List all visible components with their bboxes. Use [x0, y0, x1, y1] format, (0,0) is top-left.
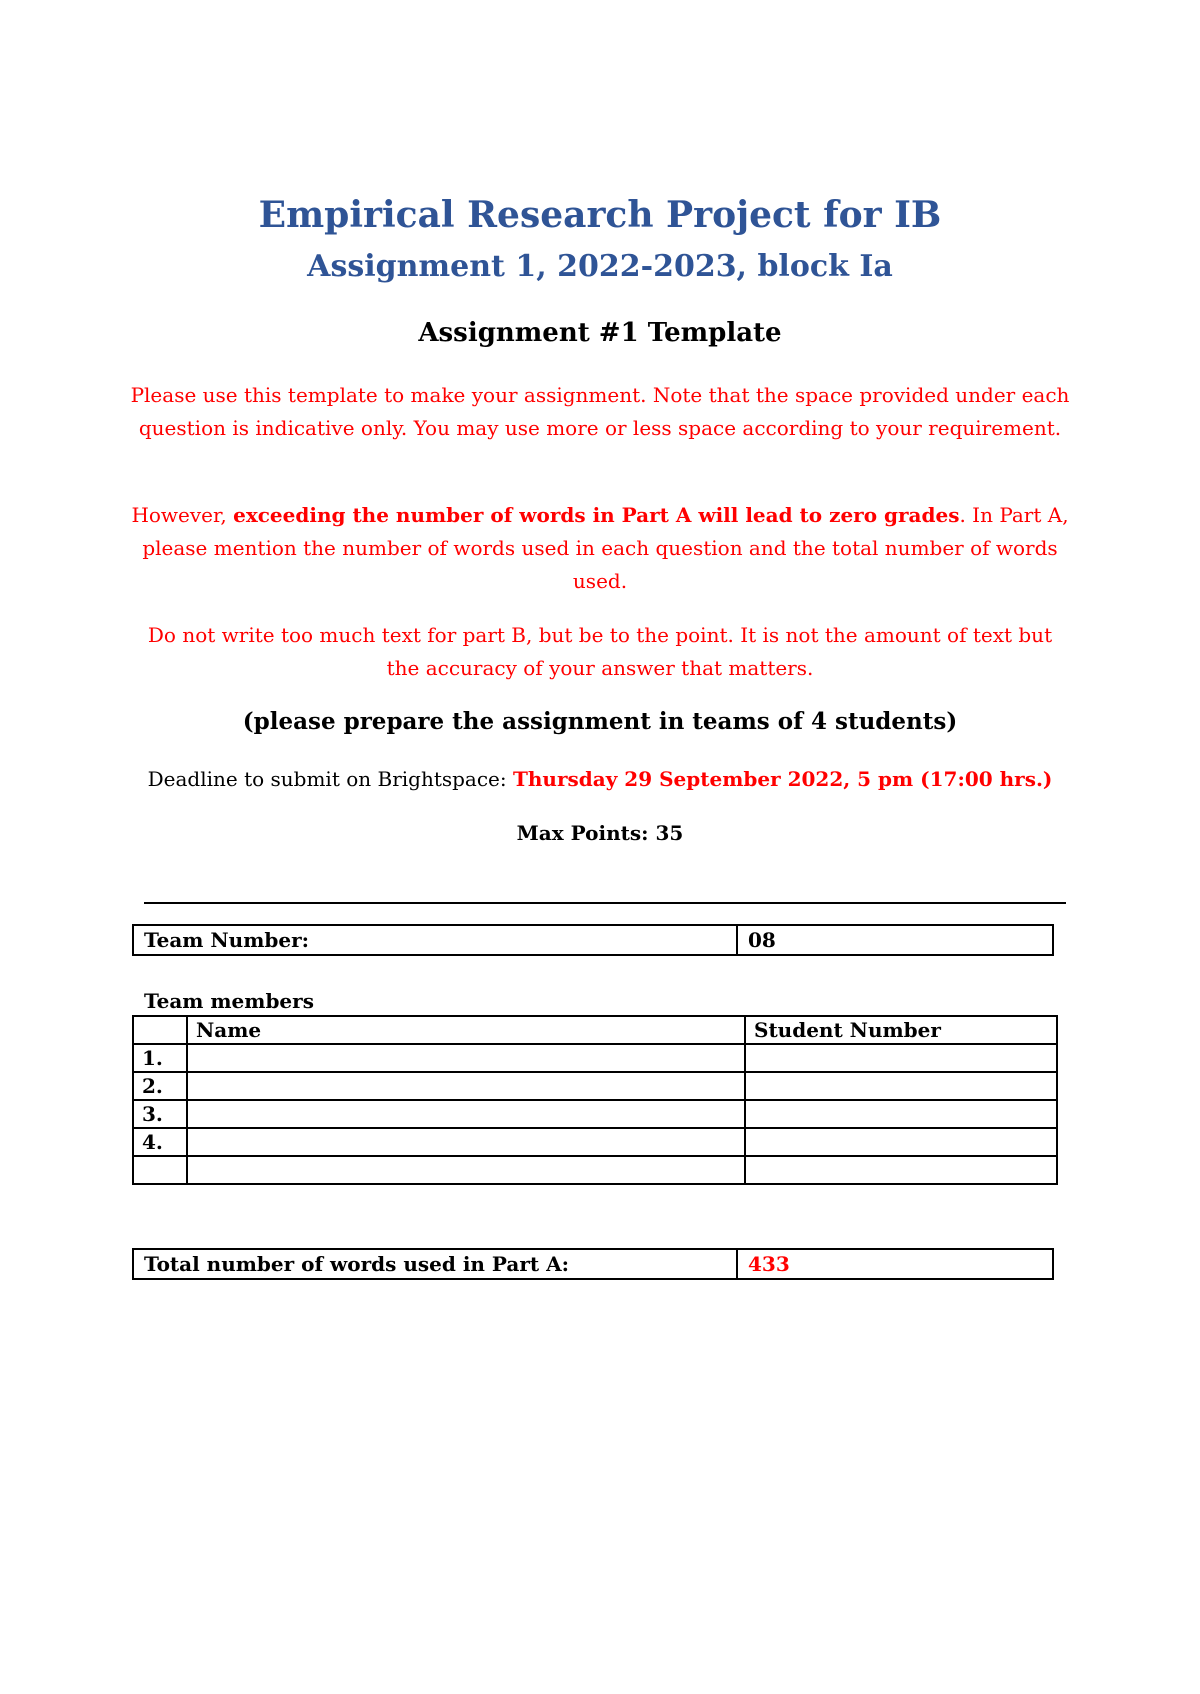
deadline-line [130, 764, 1070, 794]
team-number-label: Team Number: [133, 925, 737, 955]
team-number-row [133, 925, 1053, 955]
name-cell[interactable] [187, 1044, 745, 1072]
team-members-header-row [133, 1016, 1057, 1044]
row-num: 4. [133, 1128, 187, 1156]
name-cell[interactable] [187, 1100, 745, 1128]
team-members-table [132, 1015, 1058, 1185]
student-number-cell[interactable] [745, 1100, 1057, 1128]
instruction-paragraph-3: Do not write too much text for part B, but be to the point. It is not the amount of text but the accuracy of your answer that matters. [147, 623, 1053, 680]
instruction-paragraph-1: Please use this template to make your assignment. Note that the space provided under each question is indicative only. You may use more or less space according to your requirement. [130, 383, 1070, 440]
deadline-value: Thursday 29 September 2022, 5 pm (17:00 hrs.) [513, 767, 1053, 791]
student-number-cell[interactable] [745, 1072, 1057, 1100]
instruction-paragraph-2-emphasis: exceeding the number of words in Part A will lead to zero grades [233, 503, 960, 527]
header-student-number: Student Number [745, 1016, 1057, 1044]
table-row [133, 1156, 1057, 1184]
table-row [133, 1100, 1057, 1128]
team-number-table [132, 924, 1054, 956]
total-words-table [132, 1248, 1054, 1280]
instruction-paragraph-2 [130, 499, 1070, 598]
team-members-label: Team members [144, 989, 314, 1013]
max-points: Max Points: 35 [516, 821, 684, 845]
row-num: 1. [133, 1044, 187, 1072]
row-num: 2. [133, 1072, 187, 1100]
name-cell[interactable] [187, 1072, 745, 1100]
document-subtitle: Assignment 1, 2022-2023, block Ia [307, 249, 893, 284]
header-name: Name [187, 1016, 745, 1044]
horizontal-rule [144, 902, 1066, 904]
template-heading: Assignment #1 Template [418, 318, 782, 348]
total-words-row [133, 1249, 1053, 1279]
total-words-value[interactable]: 433 [737, 1249, 1053, 1279]
name-cell[interactable] [187, 1128, 745, 1156]
total-words-label: Total number of words used in Part A: [133, 1249, 737, 1279]
student-number-cell[interactable] [745, 1128, 1057, 1156]
instruction-paragraph-2-start: However, [131, 503, 234, 527]
row-num [133, 1156, 187, 1184]
team-number-value[interactable]: 08 [737, 925, 1053, 955]
name-cell[interactable] [187, 1156, 745, 1184]
row-num: 3. [133, 1100, 187, 1128]
student-number-cell[interactable] [745, 1156, 1057, 1184]
deadline-label: Deadline to submit on Brightspace: [147, 767, 513, 791]
student-number-cell[interactable] [745, 1044, 1057, 1072]
teams-note: (please prepare the assignment in teams of 4 students) [242, 708, 958, 735]
instruction-paragraph-2-end: . In Part A, please mention the number of words used in each question and the total number of words used. [142, 503, 1069, 593]
table-row [133, 1072, 1057, 1100]
document-title: Empirical Research Project for IB [258, 194, 942, 236]
table-row [133, 1044, 1057, 1072]
header-num [133, 1016, 187, 1044]
table-row [133, 1128, 1057, 1156]
